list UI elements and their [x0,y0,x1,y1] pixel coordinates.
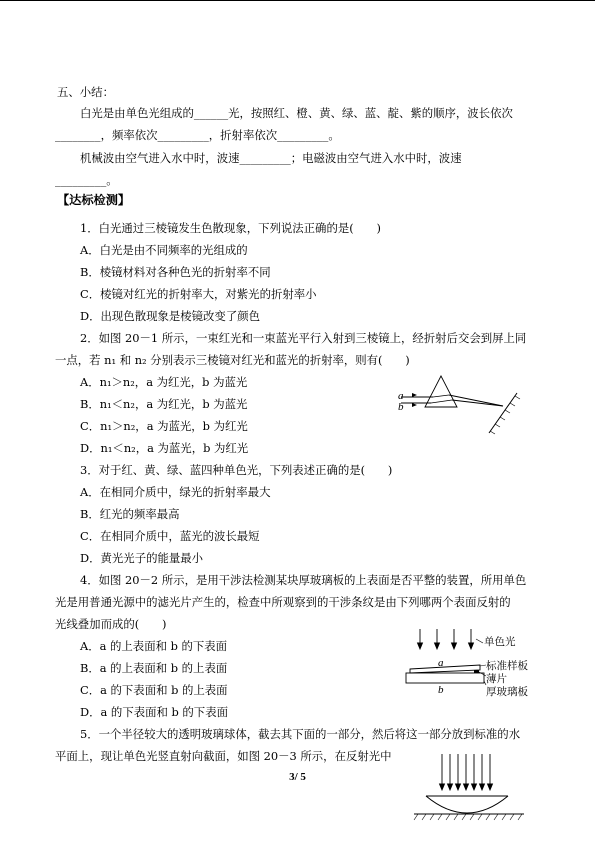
prism-label-b: b [398,401,404,413]
screen-hatch [500,417,505,420]
vertical-light-arrows [440,754,493,790]
interference-diagram [400,627,550,707]
screen-hatch [490,431,495,434]
interference-label-a: a [438,657,444,669]
q1-option-a: A．白光是由不同频率的光组成的 [80,243,248,257]
screen-hatch [510,403,515,406]
header-rule [0,0,595,1]
light-arrows [418,629,474,649]
screen-hatch [495,424,500,427]
lens-curve [426,796,508,813]
prism-figure [395,375,525,440]
q4-option-d: D．a 的下表面和 b 的下表面 [80,705,228,719]
q1-option-c: C．棱镜对红光的折射率大，对紫光的折射率小 [80,287,317,301]
lens-figure [412,752,532,827]
q5-stem-line-2: 平面上，现让单色光竖直射向截面，如图 20－3 所示，在反射光中 [55,749,392,763]
section-title: 【达标检测】 [57,193,131,207]
label-thick-plate: 厚玻璃板 [486,686,528,698]
prism-label-a: a [398,390,404,402]
screen-hatch [505,410,510,413]
ray-b-inside [431,400,452,403]
screen-hatch [515,396,520,399]
standard-plate [410,665,480,673]
label-standard-plate: 标准样板 [486,660,528,672]
page-number: 3/ 5 [289,771,306,783]
lens-diagram [412,752,532,827]
summary-line-2: ________，频率依次_________，折射率依次_________。 [55,128,340,142]
prism-shape [425,376,457,407]
q4-option-b: B．a 的上表面和 b 的上表面 [80,661,228,675]
q3-option-a: A．在相同介质中，绿光的折射率最大 [80,485,271,499]
surface-hatch [414,814,522,820]
q1-stem: 1．白光通过三棱镜发生色散现象，下列说法正确的是( ) [80,221,381,235]
summary-line-4: _________。 [55,173,118,187]
q1-option-d: D．出现色散现象是棱镜改变了颜色 [80,309,260,323]
q2-stem-line-2: 一点，若 n₁ 和 n₂ 分别表示三棱镜对红光和蓝光的折射率，则有( ) [55,353,410,367]
thick-glass-plate [406,673,484,683]
summary-line-3: 机械波由空气进入水中时，波速_________；电磁波由空气进入水中时，波速 [80,151,462,165]
q4-stem-line-3: 光线叠加而成的( ) [55,617,167,631]
ray-a-inside [433,395,449,397]
q4-stem-line-2: 光是用普通光源中的滤光片产生的，检查中所观察到的干涉条纹是由下列哪两个表面反射的 [55,595,511,609]
interference-figure [400,627,550,707]
q2-stem-line-1: 2．如图 20－1 所示，一束红光和一束蓝光平行入射到三棱镜上，经折射后交会到屏上同 [80,331,527,345]
summary-heading: 五、小结： [57,85,114,99]
prism-diagram [395,375,525,440]
q1-option-b: B．棱镜材料对各种色光的折射率不同 [80,265,271,279]
q3-option-c: C．在相同介质中，蓝光的波长最短 [80,529,260,543]
q3-stem: 3．对于红、黄、绿、蓝四种单色光，下列表述正确的是( ) [80,463,393,477]
arrow-b [412,403,417,407]
q4-stem-line-1: 4．如图 20－2 所示，是用干涉法检测某块厚玻璃板的上表面是否平整的装置，所用单色 [80,573,527,587]
q4-option-c: C．a 的下表面和 b 的上表面 [80,683,228,697]
q3-option-b: B．红光的频率最高 [80,507,180,521]
summary-line-1: 白光是由单色光组成的______光，按照红、橙、黄、绿、蓝、靛、紫的顺序，波长依次 [80,106,513,120]
thin-sheet [474,670,479,673]
q2-option-b: B．n₁＜n₂，a 为红光，b 为蓝光 [80,397,248,411]
q2-option-c: C．n₁＞n₂，a 为蓝光，b 为红光 [80,419,248,433]
q5-stem-line-1: 5．一个半径较大的透明玻璃球体，截去其下面的一部分，然后将这一部分放到标准的水 [80,727,521,741]
q2-option-d: D．n₁＜n₂，a 为蓝光，b 为红光 [80,441,249,455]
label-mono-light: 单色光 [484,636,516,648]
interference-label-b: b [438,684,444,696]
leader-light [476,639,483,643]
arrow-a [412,393,417,397]
label-thin-sheet: 薄片 [486,673,507,685]
q4-option-a: A．a 的上表面和 b 的下表面 [80,639,228,653]
q2-option-a: A．n₁＞n₂，a 为红光，b 为蓝光 [80,375,248,389]
screen-line [489,393,517,433]
q3-option-d: D．黄光光子的能量最小 [80,551,204,565]
